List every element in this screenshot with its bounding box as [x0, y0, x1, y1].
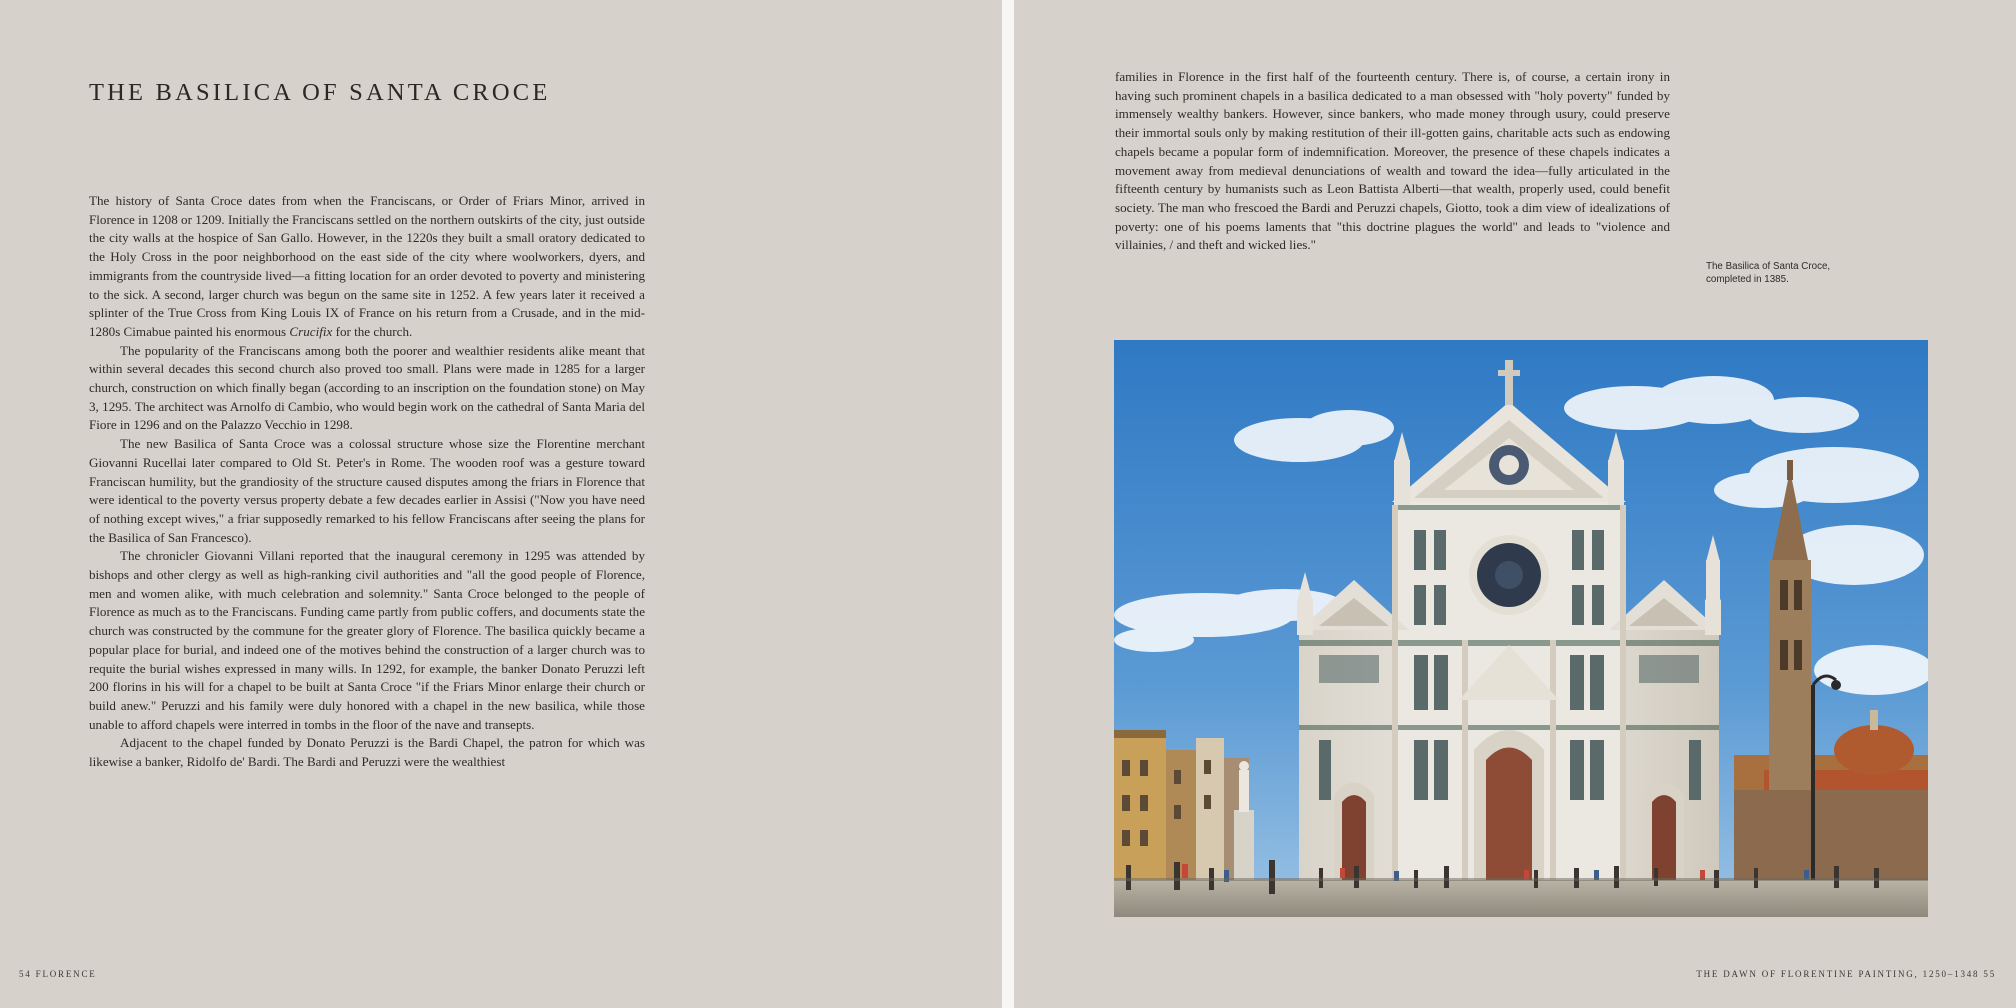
paragraph [89, 192, 645, 342]
left-body-text [89, 192, 645, 772]
folio-right: THE DAWN OF FLORENTINE PAINTING, 1250–1348 55 [1696, 969, 1996, 979]
paragraph [89, 342, 645, 436]
text-run: The new Basilica of Santa Croce was a colossal structure whose size the Florentine merchant Giovanni Rucellai later compared to Old St. Peter's in Rome. The wooden roof was a gesture toward Franciscan humility, but the grandiosity of the structure caused disputes among the friars in Florence that were identical to the poverty versus property debate a few decades earlier in Assisi ("Now you have need of nothing except wives," a friar supposedly remarked to his fellow Franciscans after seeing the plans for the Basilica of San Francesco). [89, 436, 645, 545]
text-run: The history of Santa Croce dates from when the Franciscans, or Order of Friars Minor, arrived in Florence in 1208 or 1209. Initially the Franciscans settled on the northern outskirts of the city, just outside the city walls at the hospice of San Gallo. However, in the 1220s they built a small oratory dedicated to the Holy Cross in the poor neighborhood on the east side of the city where woolworkers, dyers, and immigrants from the countryside lived—a fitting location for an order devoted to poverty and ministering to the sick. A second, larger church was begun on the same site in 1252. A few years later it received a splinter of the True Cross from King Louis IX of France on his return from a Crusade, and in the mid-1280s Cimabue painted his enormous [89, 193, 645, 339]
italic-title: Crucifix [289, 323, 333, 339]
text-run: Adjacent to the chapel funded by Donato Peruzzi is the Bardi Chapel, the patron for which was likewise a banker, Ridolfo de' Bardi. The Bardi and Peruzzi were the wealthiest [89, 735, 645, 770]
basilica-photograph [1114, 340, 1928, 917]
book-gutter [1002, 0, 1014, 1008]
text-run: The chronicler Giovanni Villani reported that the inaugural ceremony in 1295 was attended by bishops and other clergy as well as high-ranking civil authorities and "all the good people of Florence, men and women alike, with much celebration and solemnity." Santa Croce belonged to the people of Florence as much as to the Franciscans. Funding came partly from public coffers, and documents state the church was constructed by the commune for the greater glory of Florence. The basilica quickly became a popular place for burial, and indeed one of the motives behind the construction of a larger church was to requite the burial wishes expressed in many wills. In 1292, for example, the banker Donato Peruzzi left 200 florins in his will for a chapel to be built at Santa Croce "if the Friars Minor enlarge their church or build anew." Peruzzi and his family were duly honored with a chapel in the new basilica, while those unable to afford chapels were interred in tombs in the floor of the nave and transepts. [89, 548, 645, 732]
paragraph [89, 547, 645, 734]
basilica-illustration [1114, 340, 1928, 917]
left-page [0, 0, 1002, 1008]
piazza [1114, 880, 1928, 917]
text-run: The popularity of the Franciscans among both the poorer and wealthier residents alike meant that within several decades this second church also proved too small. Plans were made in 1285 for a larger church, construction on which finally began (according to an inscription on the foundation stone) on May 3, 1295. The architect was Arnolfo di Cambio, who would begin work on the cathedral of Santa Maria del Fiore in 1296 and on the Palazzo Vecchio in 1298. [89, 342, 645, 433]
right-body-text [1115, 68, 1670, 255]
text-run: for the church. [332, 323, 413, 339]
paragraph [89, 734, 645, 771]
paragraph [89, 435, 645, 547]
chapter-title: THE BASILICA OF SANTA CROCE [89, 79, 551, 106]
folio-left: 54 FLORENCE [19, 969, 97, 979]
paragraph: families in Florence in the first half of the fourteenth century. There is, of course, a certain irony in having such prominent chapels in a basilica dedicated to a man obsessed with "holy poverty" funded by immensely wealthy bankers. However, since bankers, who made money through usury, could preserve their immortal souls only by making restitution of their ill-gotten gains, charitable acts such as endowing chapels became a popular form of indemnification. Moreover, the presence of these chapels indicates a movement away from medieval denunciations of wealth and toward the idea—fully articulated in the fifteenth century by humanists such as Leon Battista Alberti—that wealth, properly used, could benefit society. The man who frescoed the Bardi and Peruzzi chapels, Giotto, took a dim view of idealizations of poverty: one of his poems laments that "this doctrine plagues the world" and leads to "violence and villainies, / and theft and wicked lies." [1115, 69, 1670, 253]
photo-caption: The Basilica of Santa Croce, completed in 1385. [1706, 261, 1831, 285]
